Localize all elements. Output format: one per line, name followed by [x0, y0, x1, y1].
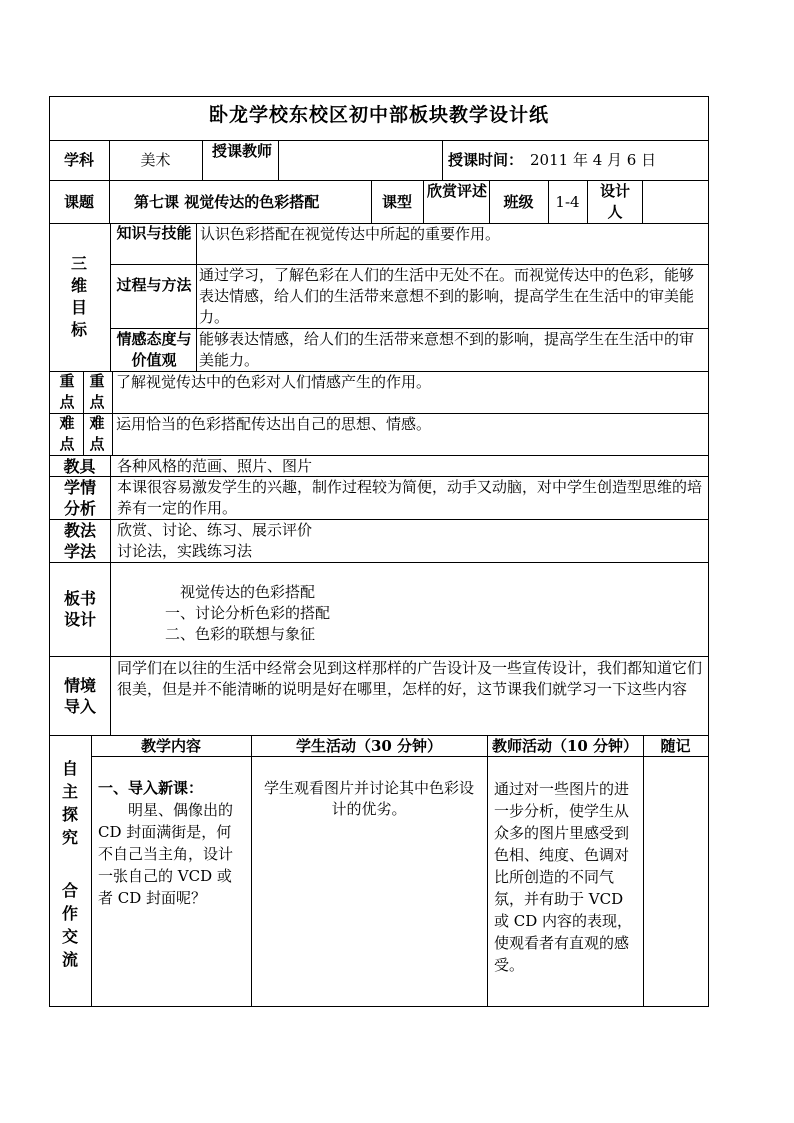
goals-side-label: 三维目标	[70, 254, 87, 339]
student-activity-text: 学生观看图片并讨论其中色彩设计的优劣。	[263, 779, 474, 818]
emotion-label: 情感态度与价值观	[116, 330, 192, 369]
analysis-label: 学情分析	[63, 478, 96, 518]
date-label: 授课时间：	[448, 151, 524, 169]
col-header-notes: 随记	[660, 737, 691, 755]
tools-text: 各种风格的范画、照片、图片	[117, 457, 313, 475]
intro-text: 同学们在以往的生活中经常会见到这样那样的广告设计及一些宣传设计，我们都知道它们很美，但是并不能清晰的说明是好在哪里，怎样的好，这节课我们就学习一下这些内容	[117, 659, 703, 698]
class-label: 班级	[503, 193, 534, 211]
knowledge-text: 认识色彩搭配在视觉传达中所起的重要作用。	[200, 225, 501, 243]
designer-label: 设计人	[599, 182, 630, 221]
content-text: 明星、偶像出的 CD 封面满街是，何不自己当主角，设计一张自己的 VCD 或者 CD 封面呢？	[98, 801, 234, 907]
type-value: 欣赏评述	[427, 182, 488, 200]
tools-label: 教具	[63, 457, 96, 476]
col-header-student: 学生活动（30 分钟）	[295, 737, 443, 755]
intro-label: 情境导入	[63, 676, 96, 716]
col-header-teacher: 教师活动（10 分钟）	[491, 737, 639, 755]
board-label: 板书设计	[63, 589, 96, 629]
subject-value: 美术	[140, 151, 171, 169]
date-value: 2011 年 4 月 6 日	[530, 151, 657, 169]
key-difficult-side-label: 重点难点	[59, 372, 75, 453]
knowledge-label: 知识与技能	[116, 224, 192, 242]
subject-label: 学科	[63, 151, 94, 169]
emotion-text: 能够表达情感，给人们的生活带来意想不到的影响，提高学生在生活中的审美能力。	[199, 330, 695, 369]
board-line-2: 一、讨论分析色彩的搭配	[165, 604, 331, 622]
class-value: 1-4	[555, 193, 580, 211]
methods-line-1: 欣赏、讨论、练习、展示评价	[117, 521, 313, 539]
board-line-3: 二、色彩的联想与象征	[165, 625, 316, 643]
col-header-content: 教学内容	[140, 737, 201, 755]
activity-side-label-bottom: 合作交流	[61, 881, 78, 969]
content-heading: 一、导入新课：	[98, 779, 204, 797]
difficult-label: 难点	[89, 414, 105, 453]
process-text: 通过学习，了解色彩在人们的生活中无处不在。而视觉传达中的色彩，能够表达情感，给人们的生活带来意想不到的影响，提高学生在生活中的审美能力。	[199, 266, 695, 326]
process-label: 过程与方法	[116, 276, 192, 294]
board-line-1: 视觉传达的色彩搭配	[180, 583, 316, 601]
topic-label: 课题	[63, 193, 94, 211]
methods-line-2: 讨论法，实践练习法	[117, 542, 253, 560]
key-text: 了解视觉传达中的色彩对人们情感产生的作用。	[116, 373, 432, 391]
key-label: 重点	[89, 372, 105, 411]
topic-value: 第七课 视觉传达的色彩搭配	[134, 193, 320, 211]
teacher-label: 授课教师	[212, 142, 273, 160]
methods-label: 教法学法	[63, 521, 96, 561]
analysis-text: 本课很容易激发学生的兴趣，制作过程较为简便，动手又动脑，对中学生创造型思维的培养有一定的作用。	[117, 478, 703, 517]
activity-side-label-top: 自主探究	[61, 759, 78, 847]
difficult-text: 运用恰当的色彩搭配传达出自己的思想、情感。	[116, 415, 432, 433]
type-label: 课型	[381, 193, 412, 211]
page-title: 卧龙学校东校区初中部板块教学设计纸	[208, 104, 549, 126]
teacher-activity-text: 通过对一些图片的进一步分析，使学生从众多的图片里感受到色相、纯度、色调对比所创造的不同气氛，并有助于 VCD 或 CD 内容的表现，使观看者有直观的感受。	[494, 780, 633, 974]
